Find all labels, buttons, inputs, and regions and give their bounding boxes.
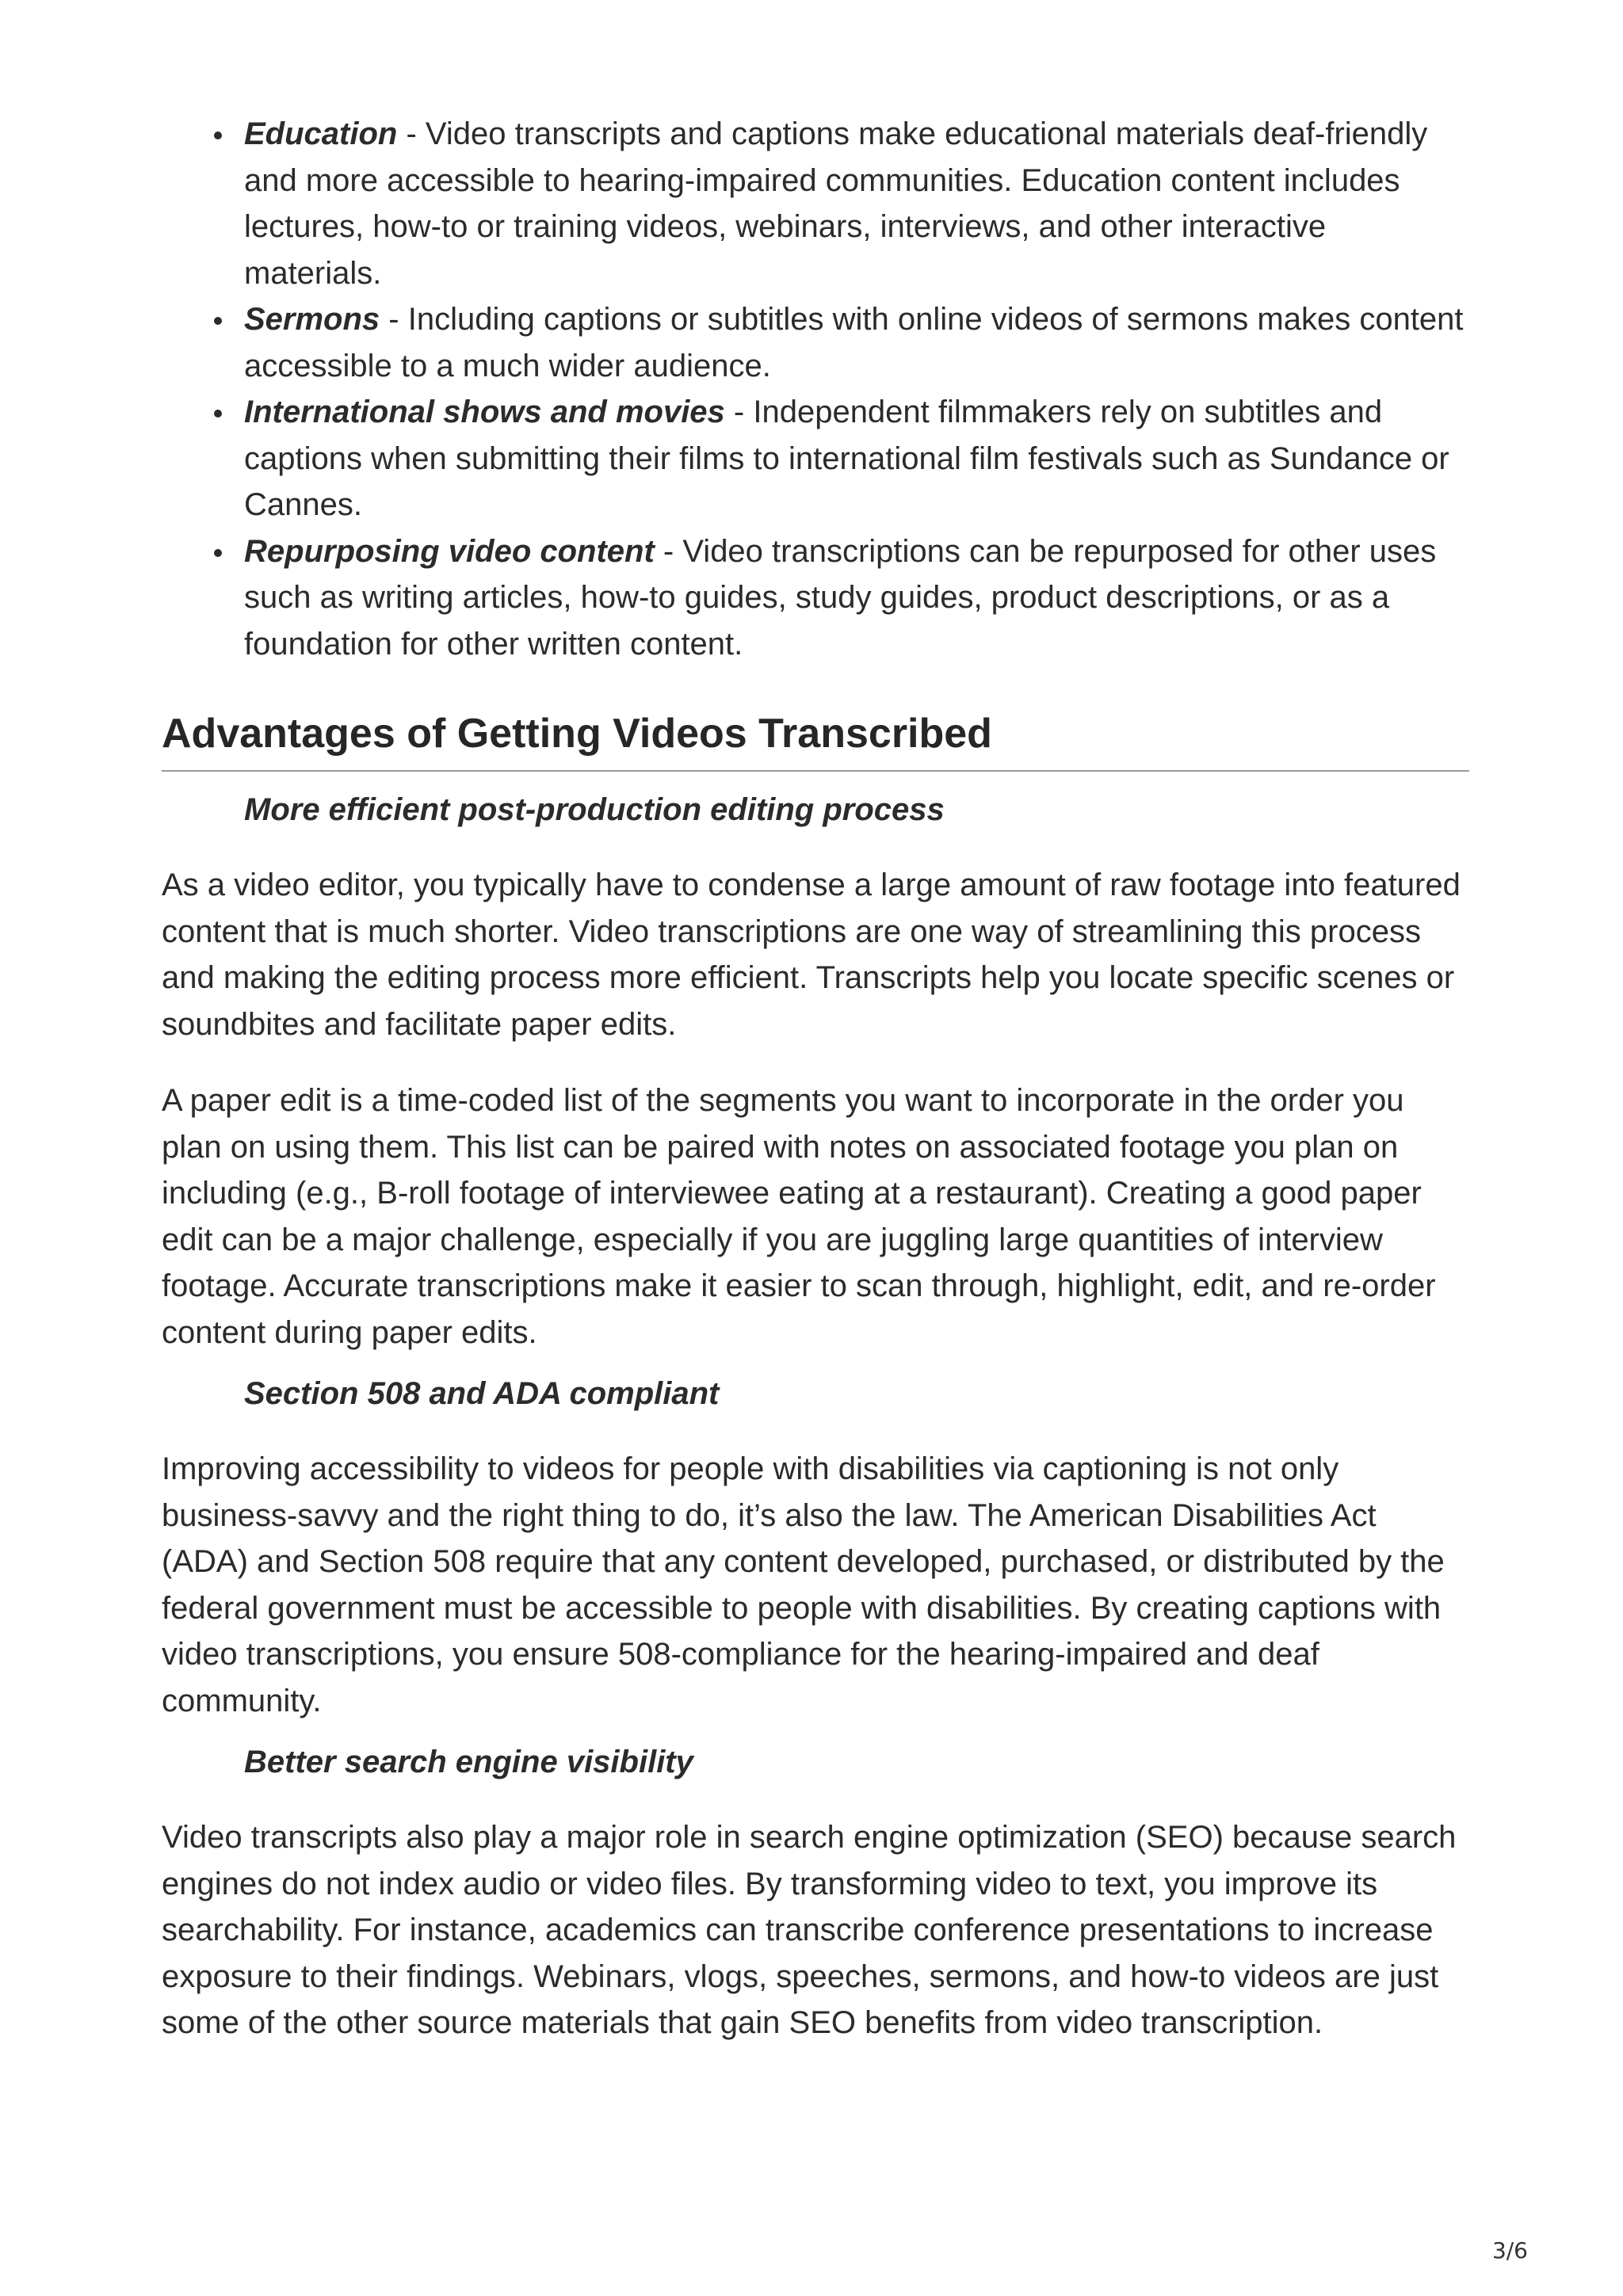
list-item-text: - Video transcripts and captions make educational materials deaf-friendly and more accessible to hearing-impaired communities. Education content includes lectures, how-to or training videos, webinars, interviews, and other interactive materials. xyxy=(244,116,1428,291)
subsection-heading-editing: More efficient post-production editing process xyxy=(244,792,945,827)
list-item-term: International shows and movies xyxy=(244,395,725,429)
list-item xyxy=(244,111,1469,296)
list-item-text: - Video transcriptions can be repurposed for other uses such as writing articles, how-to guides, study guides, product descriptions, or as a foundation for other written content. xyxy=(244,533,1437,662)
list-item-term: Sermons xyxy=(244,302,380,337)
section-heading: Advantages of Getting Videos Transcribed xyxy=(162,708,1469,772)
list-item-text: - Independent filmmakers rely on subtitles and captions when submitting their films to international film festivals such as Sundance or Cannes. xyxy=(244,395,1449,522)
list-item-term: Education xyxy=(244,116,398,151)
document-page xyxy=(162,111,1469,2046)
list-item xyxy=(244,296,1469,389)
page-number: 3/6 xyxy=(1491,2237,1528,2264)
paragraph: A paper edit is a time-coded list of the segments you want to incorporate in the order you plan on using them. This list can be paired with notes on associated footage you plan on including (e.g., B-roll footage of interviewee eating at a restaurant). Creating a good paper edit can be a major challenge, especially if you are juggling large quantities of interview footage. Accurate transcriptions make it easier to scan through, highlight, edit, and re-order content during paper edits. xyxy=(162,1083,1436,1350)
list-item-text: - Including captions or subtitles with online videos of sermons makes content accessible to a much wider audience. xyxy=(244,302,1464,383)
uses-bullet-list xyxy=(162,111,1469,667)
paragraph: Video transcripts also play a major role in search engine optimization (SEO) because search engines do not index audio or video files. By transforming video to text, you improve its searchability. For instance, academics can transcribe conference presentations to increase exposure to their findings. Webinars, vlogs, speeches, sermons, and how-to videos are just some of the other source materials that gain SEO benefits from video transcription. xyxy=(162,1820,1457,2040)
paragraph: Improving accessibility to videos for people with disabilities via captioning is not only business-savvy and the right thing to do, it’s also the law. The American Disabilities Act (ADA) and Section 508 require that any content developed, purchased, or distributed by the federal government must be accessible to people with disabilities. By creating captions with video transcriptions, you ensure 508-compliance for the hearing-impaired and deaf community. xyxy=(162,1451,1445,1718)
list-item xyxy=(244,528,1469,668)
list-item xyxy=(244,389,1469,528)
list-item-term: Repurposing video content xyxy=(244,533,655,569)
subsection-heading-compliance: Section 508 and ADA compliant xyxy=(244,1376,720,1411)
paragraph: As a video editor, you typically have to condense a large amount of raw footage into featured content that is much shorter. Video transcriptions are one way of streamlining this process and making the editing process more efficient. Transcripts help you locate specific scenes or soundbites and facilitate paper edits. xyxy=(162,868,1461,1042)
subsection-heading-seo: Better search engine visibility xyxy=(244,1745,693,1779)
